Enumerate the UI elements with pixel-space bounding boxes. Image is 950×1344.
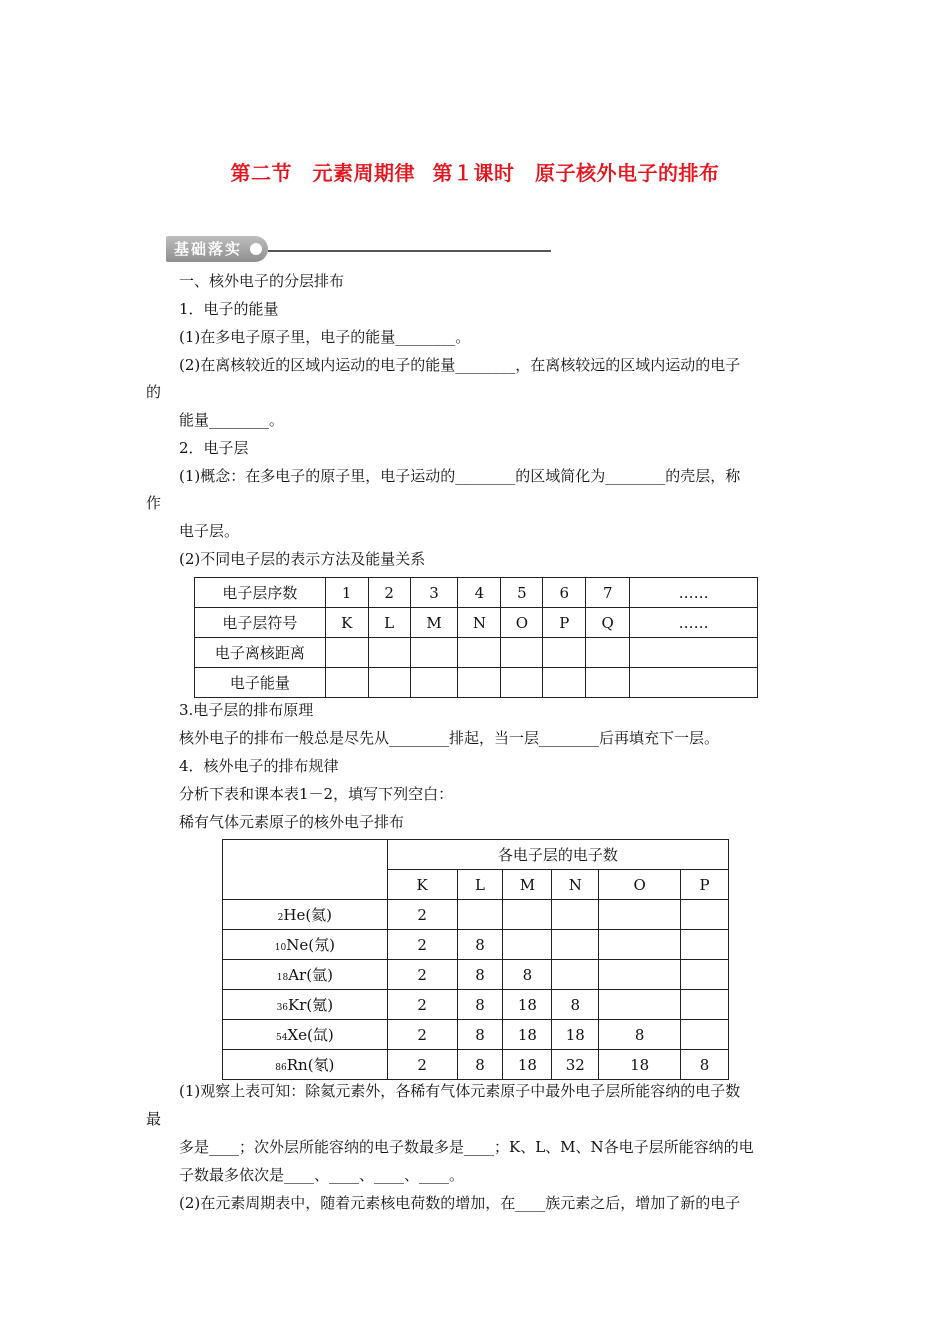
table-cell bbox=[543, 638, 586, 668]
table-cell bbox=[410, 668, 458, 698]
element-cell bbox=[223, 1050, 388, 1080]
column-header: M bbox=[503, 870, 552, 900]
column-header: L bbox=[457, 870, 503, 900]
table-cell bbox=[501, 668, 543, 698]
element-cell bbox=[223, 930, 388, 960]
table-cell: 4 bbox=[458, 578, 501, 608]
row-label: 电子离核距离 bbox=[195, 638, 326, 668]
table-cell: …… bbox=[630, 608, 758, 638]
table-row bbox=[223, 900, 729, 930]
table-cell: 3 bbox=[410, 578, 458, 608]
element-cell bbox=[223, 1020, 388, 1050]
table-row bbox=[195, 668, 758, 698]
table-cell: 8 bbox=[599, 1020, 681, 1050]
table-cell bbox=[458, 638, 501, 668]
table-cell bbox=[681, 900, 729, 930]
table-cell: 2 bbox=[387, 1020, 457, 1050]
table-row bbox=[195, 578, 758, 608]
section-divider bbox=[268, 250, 551, 252]
table-cell bbox=[630, 638, 758, 668]
table-cell bbox=[503, 900, 552, 930]
element-symbol: He(氦) bbox=[283, 906, 333, 924]
table-cell: 18 bbox=[503, 1050, 552, 1080]
table-row bbox=[195, 608, 758, 638]
table-row bbox=[223, 1050, 729, 1080]
question-4-1-cont2: 子数最多依次是____、____、____、____。 bbox=[179, 1166, 465, 1184]
table-cell: …… bbox=[630, 578, 758, 608]
table-cell: 2 bbox=[387, 960, 457, 990]
question-1-2-1: (1)概念：在多电子的原子里，电子运动的________的区域简化为________的壳层，称 bbox=[179, 467, 741, 485]
page-title: 第二节 元素周期律 第１课时 原子核外电子的排布 bbox=[230, 161, 720, 185]
atomic-number: 86 bbox=[275, 1063, 287, 1073]
table-cell: K bbox=[325, 608, 368, 638]
table-cell: 18 bbox=[503, 990, 552, 1020]
table-cell: M bbox=[410, 608, 458, 638]
table-cell: 8 bbox=[457, 930, 503, 960]
table-cell: 8 bbox=[457, 1020, 503, 1050]
row-label: 电子层序数 bbox=[195, 578, 326, 608]
table-cell: 8 bbox=[457, 990, 503, 1020]
table-cell bbox=[681, 930, 729, 960]
table-cell: P bbox=[543, 608, 586, 638]
table-cell: Q bbox=[586, 608, 630, 638]
table-cell: 8 bbox=[681, 1050, 729, 1080]
element-symbol: Ar(氩) bbox=[288, 966, 333, 984]
table-cell: 32 bbox=[552, 1050, 599, 1080]
element-cell bbox=[223, 960, 388, 990]
table-cell bbox=[503, 930, 552, 960]
table-cell bbox=[325, 668, 368, 698]
table-cell: 18 bbox=[503, 1020, 552, 1050]
element-symbol: Xe(氙) bbox=[287, 1026, 334, 1044]
table-cell: 6 bbox=[543, 578, 586, 608]
table-cell bbox=[630, 668, 758, 698]
principle-text: 核外电子的排布一般总是尽先从________排起，当一层________后再填充下一层。 bbox=[179, 729, 720, 747]
table-cell bbox=[681, 990, 729, 1020]
table-cell bbox=[368, 668, 410, 698]
atomic-number: 54 bbox=[275, 1033, 288, 1043]
question-4-1-wrap: 最 bbox=[146, 1110, 162, 1128]
element-cell bbox=[223, 990, 388, 1020]
table-cell bbox=[368, 638, 410, 668]
element-cell bbox=[223, 900, 388, 930]
column-group-header: 各电子层的电子数 bbox=[387, 840, 728, 870]
column-header: K bbox=[387, 870, 457, 900]
noble-gas-table bbox=[222, 839, 729, 1080]
table-cell: 2 bbox=[387, 990, 457, 1020]
table-cell: 2 bbox=[368, 578, 410, 608]
table-cell: 8 bbox=[552, 990, 599, 1020]
question-1-1-1: (1)在多电子原子里，电子的能量________。 bbox=[179, 328, 471, 346]
row-label: 电子能量 bbox=[195, 668, 326, 698]
heading-1-1: 1．电子的能量 bbox=[179, 300, 279, 318]
table-header-row bbox=[223, 840, 729, 870]
section-badge-label: 基础落实 bbox=[174, 240, 243, 258]
question-4-2: (2)在元素周期表中，随着元素核电荷数的增加，在____族元素之后，增加了新的电子 bbox=[179, 1194, 741, 1212]
atomic-number: 36 bbox=[276, 1003, 289, 1013]
table-cell bbox=[552, 960, 599, 990]
table-cell bbox=[586, 638, 630, 668]
question-1-1-2-wrap: 的 bbox=[146, 383, 162, 401]
atomic-number: 18 bbox=[276, 973, 289, 983]
table-cell bbox=[586, 668, 630, 698]
table-cell bbox=[599, 930, 681, 960]
element-symbol: Kr(氪) bbox=[288, 996, 334, 1014]
question-1-2-1-wrap: 作 bbox=[146, 494, 162, 512]
element-symbol: Rn(氡) bbox=[286, 1056, 335, 1074]
row-label: 电子层符号 bbox=[195, 608, 326, 638]
table-cell bbox=[552, 930, 599, 960]
table-cell bbox=[681, 1020, 729, 1050]
table-cell bbox=[599, 990, 681, 1020]
table-cell: 8 bbox=[503, 960, 552, 990]
question-1-2-2: (2)不同电子层的表示方法及能量关系 bbox=[179, 550, 426, 568]
table-cell: 2 bbox=[387, 1050, 457, 1080]
table-cell bbox=[599, 900, 681, 930]
table-cell bbox=[681, 960, 729, 990]
table-cell: 7 bbox=[586, 578, 630, 608]
table-row bbox=[223, 990, 729, 1020]
table-cell bbox=[599, 960, 681, 990]
corner-cell bbox=[223, 840, 388, 900]
table-cell: 5 bbox=[501, 578, 543, 608]
atomic-number: 10 bbox=[274, 943, 287, 953]
instruction-text: 分析下表和课本表1－2，填写下列空白： bbox=[179, 785, 454, 803]
table-cell bbox=[552, 900, 599, 930]
shell-table bbox=[194, 577, 758, 698]
table-cell bbox=[457, 900, 503, 930]
table-cell: 2 bbox=[387, 930, 457, 960]
heading-1-2: 2．电子层 bbox=[179, 439, 249, 457]
question-4-1-cont: 多是____；次外层所能容纳的电子数最多是____；K、L、M、N各电子层所能容纳的电 bbox=[179, 1138, 754, 1156]
table-cell: 18 bbox=[599, 1050, 681, 1080]
atomic-number: 2 bbox=[277, 913, 284, 923]
column-header: N bbox=[552, 870, 599, 900]
table-row bbox=[223, 1020, 729, 1050]
table-cell: L bbox=[368, 608, 410, 638]
question-1-1-2-cont: 能量________。 bbox=[179, 411, 285, 429]
heading-1-3: 3.电子层的排布原理 bbox=[179, 701, 314, 719]
question-1-2-1-cont: 电子层。 bbox=[179, 522, 240, 540]
badge-dot-icon bbox=[250, 243, 262, 255]
column-header: O bbox=[599, 870, 681, 900]
table-row bbox=[223, 960, 729, 990]
column-header: P bbox=[681, 870, 729, 900]
question-4-1: (1)观察上表可知：除氦元素外，各稀有气体元素原子中最外电子层所能容纳的电子数 bbox=[179, 1082, 741, 1100]
table-row bbox=[195, 638, 758, 668]
heading-1-4: 4．核外电子的排布规律 bbox=[179, 757, 339, 775]
table-cell bbox=[325, 638, 368, 668]
table-cell bbox=[501, 638, 543, 668]
table-cell: 8 bbox=[457, 960, 503, 990]
heading-1: 一、核外电子的分层排布 bbox=[179, 272, 345, 290]
table-row bbox=[223, 930, 729, 960]
table-cell: 1 bbox=[325, 578, 368, 608]
table-cell: N bbox=[458, 608, 501, 638]
question-1-1-2: (2)在离核较近的区域内运动的电子的能量________，在离核较远的区域内运动的电子 bbox=[179, 356, 741, 374]
table-cell bbox=[458, 668, 501, 698]
table-cell: 18 bbox=[552, 1020, 599, 1050]
element-symbol: Ne(氖) bbox=[286, 936, 335, 954]
table-cell bbox=[410, 638, 458, 668]
table-cell: 8 bbox=[457, 1050, 503, 1080]
table-caption: 稀有气体元素原子的核外电子排布 bbox=[179, 813, 405, 831]
table-cell: O bbox=[501, 608, 543, 638]
table-cell: 2 bbox=[387, 900, 457, 930]
section-badge bbox=[166, 236, 268, 262]
table-cell bbox=[543, 668, 586, 698]
